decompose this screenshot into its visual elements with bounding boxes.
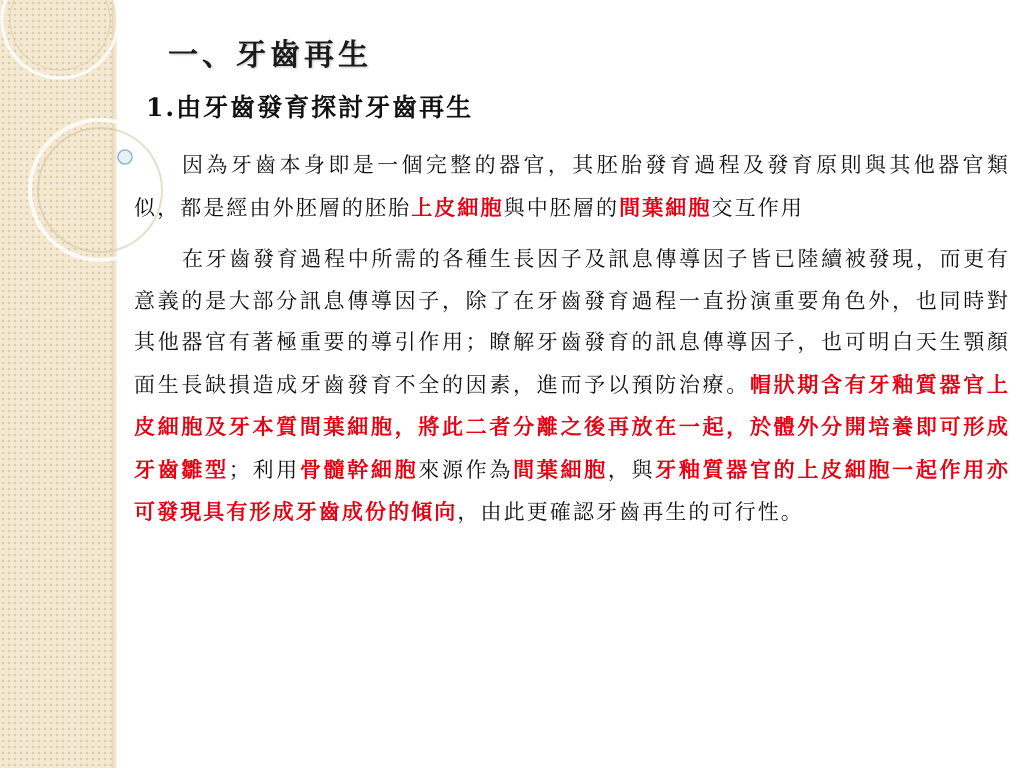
highlight-mesenchymal-cells: 間葉細胞 [619, 194, 712, 220]
paragraph-development [134, 145, 1010, 229]
paragraph-signaling-factors [134, 239, 1010, 534]
paragraph-text: ，與 [607, 457, 656, 482]
paragraph-text: 與中胚層的 [503, 195, 620, 220]
highlight-epithelial-cells: 上皮細胞 [411, 194, 504, 220]
paragraph-text: 在牙齒發育過程中所需的各種生長因子及訊息傳導因子皆已陸續被發現，而更有意義的是大部分訊息傳導因子，除了在牙齒發育過程一直扮演重要角色外，也同時對其他器官有著極重要的導引作用；瞭解牙齒發育的訊息傳導因子，也可明白天生顎顏面生長缺損造成牙齒發育不全的因素，進而予以預防治療。 [134, 247, 1010, 397]
decorative-sidebar [0, 0, 112, 768]
paragraph-text: ，由此更確認牙齒再生的可行性。 [457, 500, 804, 524]
paragraph-text: 因為牙齒本身即是一個完整的器官，其胚胎發育過程及發育原則與其他器官類似，都是經由外胚層的胚胎 [134, 153, 1010, 220]
highlight-cap-stage: 帽狀期含有牙釉質器官上皮細胞及牙本質間葉細胞，將此二者分離之後再放在一起，於體外分開培養即可形成牙齒雛型 [134, 371, 1010, 482]
slide-content [134, 145, 1010, 544]
slide-title: 一、牙齒再生 [168, 38, 372, 73]
highlight-enamel-organ: 牙釉質器官的上皮細胞一起作用亦可發現具有形成牙齒成份的傾向 [134, 456, 1010, 524]
highlight-mesenchymal-cells: 間葉細胞 [513, 456, 608, 482]
paragraph-text: ；利用 [228, 457, 300, 482]
sidebar-divider [112, 0, 117, 768]
highlight-bone-marrow-stem-cells: 骨髓幹細胞 [299, 456, 419, 482]
paragraph-text: 交互作用 [711, 195, 804, 220]
section-subtitle: 1.由牙齒發育探討牙齒再生 [146, 93, 474, 122]
paragraph-text: 來源作為 [418, 457, 514, 482]
